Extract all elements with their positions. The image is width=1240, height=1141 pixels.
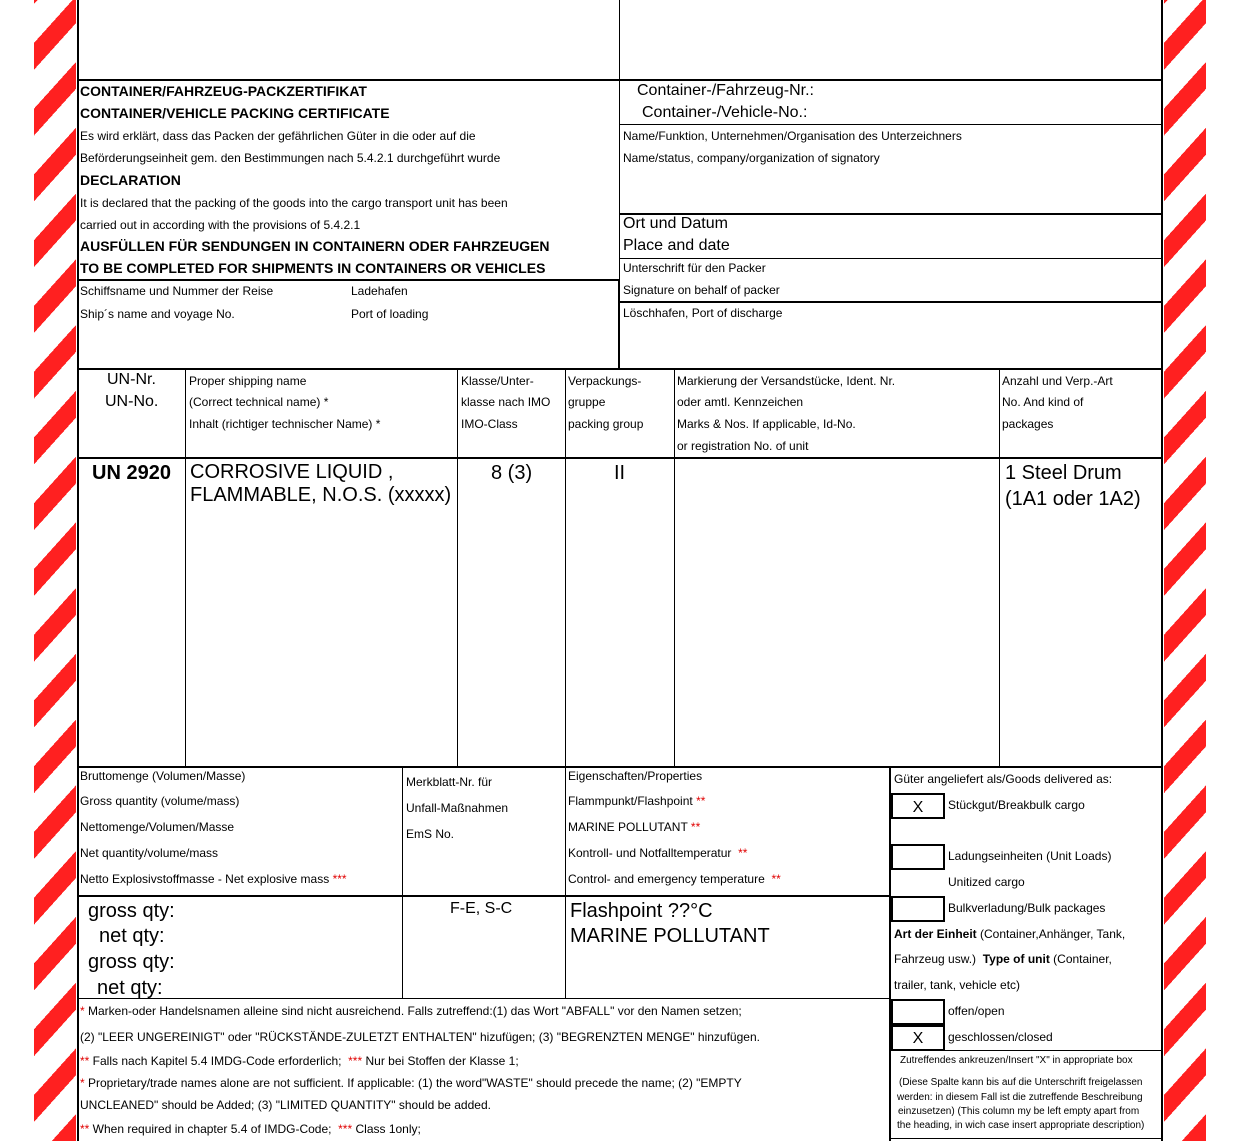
goods-delivered-label: Güter angeliefert als/Goods delivered as:	[894, 772, 1113, 786]
unit-loads-checkbox[interactable]	[891, 844, 945, 870]
packages-header-line2: No. And kind of	[1002, 395, 1084, 409]
bulk-checkbox[interactable]	[891, 896, 945, 922]
gross-quantity-label-en: Gross quantity (volume/mass)	[80, 794, 240, 808]
gross-qty-field-2[interactable]: gross qty:	[88, 951, 175, 973]
marine-pollutant-label: MARINE POLLUTANT **	[568, 820, 701, 834]
shipping-name-value-line2: FLAMMABLE, N.O.S. (xxxxx)	[190, 484, 452, 506]
complete-instruction-de: AUSFÜLLEN FÜR SENDUNGEN IN CONTAINERN ODER FAHRZEUGEN	[80, 238, 550, 254]
un-no-header-en: UN-No.	[105, 393, 159, 410]
control-temperature-label-en: Control- and emergency temperature **	[568, 872, 781, 886]
un-no-header-de: UN-Nr.	[107, 371, 156, 388]
packages-header-line1: Anzahl und Verp.-Art	[1002, 374, 1113, 388]
packages-value-line1: 1 Steel Drum	[1005, 462, 1122, 484]
container-no-label-de: Container-/Fahrzeug-Nr.:	[637, 82, 814, 99]
net-explosive-mass-label: Netto Explosivstoffmasse - Net explosive mass ***	[80, 872, 347, 886]
column-note-line1: (Diese Spalte kann bis auf die Unterschrift freigelassen	[899, 1077, 1143, 1088]
class-header-line2: klasse nach IMO	[461, 395, 551, 409]
imo-class-value: 8 (3)	[491, 462, 533, 484]
packing-group-header-line3: packing group	[568, 417, 644, 431]
declaration-en-line2: carried out in according with the provisions of 5.4.2.1	[80, 218, 361, 232]
net-qty-field[interactable]: net qty:	[99, 925, 165, 947]
flashpoint-value: Flashpoint ??°C	[570, 900, 713, 922]
signature-label-en: Signature on behalf of packer	[623, 283, 780, 297]
footnote-de-line3: ** Falls nach Kapitel 5.4 IMDG-Code erforderlich; *** Nur bei Stoffen der Klasse 1;	[80, 1054, 519, 1068]
declaration-de-line2: Beförderungseinheit gem. den Bestimmungen nach 5.4.2.1 durchgeführt wurde	[80, 151, 501, 165]
unit-loads-label: Ladungseinheiten (Unit Loads)	[948, 849, 1112, 863]
column-note-line4: the heading, in wich case insert appropriate description)	[897, 1120, 1145, 1131]
marine-pollutant-value: MARINE POLLUTANT	[570, 925, 770, 947]
properties-label: Eigenschaften/Properties	[568, 769, 703, 783]
complete-instruction-en: TO BE COMPLETED FOR SHIPMENTS IN CONTAINERS OR VEHICLES	[80, 260, 546, 276]
signature-label-de: Unterschrift für den Packer	[623, 261, 766, 275]
footnote-de-line1: * Marken-oder Handelsnamen alleine sind nicht ausreichend. Falls zutreffend:(1) das Wort "ABFALL" vor den Namen setzen;	[80, 1004, 742, 1018]
place-date-label-en: Place and date	[623, 237, 730, 254]
psn-header-line3: Inhalt (richtiger technischer Name) *	[189, 417, 381, 431]
open-checkbox[interactable]	[891, 999, 945, 1025]
signatory-label-de: Name/Funktion, Unternehmen/Organisation des Unterzeichners	[623, 129, 962, 143]
net-qty-field-2[interactable]: net qty:	[97, 977, 163, 999]
class-header-line3: IMO-Class	[461, 417, 518, 431]
insert-x-instruction: Zutreffendes ankreuzen/Insert "X" in appropriate box	[900, 1055, 1133, 1066]
ems-label-line1: Merkblatt-Nr. für	[406, 775, 493, 789]
packages-value-line2: (1A1 oder 1A2)	[1005, 488, 1141, 510]
container-no-label-en: Container-/Vehicle-No.:	[642, 104, 808, 121]
packing-group-header-line1: Verpackungs-	[568, 374, 642, 388]
left-hazard-stripe	[34, 0, 76, 1141]
port-of-loading-label-de: Ladehafen	[351, 284, 408, 298]
packing-group-value: II	[614, 462, 626, 484]
class-header-line1: Klasse/Unter-	[461, 374, 534, 388]
closed-check-mark: X	[912, 1030, 924, 1047]
ems-label-line2: Unfall-Maßnahmen	[406, 801, 509, 815]
open-label: offen/open	[948, 1004, 1005, 1018]
certificate-title-de: CONTAINER/FAHRZEUG-PACKZERTIFIKAT	[80, 83, 367, 99]
packing-group-header-line2: gruppe	[568, 395, 606, 409]
type-of-unit-label-line2: Fahrzeug usw.) Type of unit (Container,	[894, 952, 1112, 966]
psn-header-line1: Proper shipping name	[189, 374, 307, 388]
footnote-de-line2: (2) "LEER UNGEREINIGT" oder "RÜCKSTÄNDE-ZULETZT ENTHALTEN" hizufügen; (3) "BEGRENZTEN MENGE" hinzufügen.	[80, 1030, 760, 1044]
un-number-value: UN 2920	[92, 462, 171, 484]
flashpoint-label: Flammpunkt/Flashpoint **	[568, 794, 706, 808]
place-date-label-de: Ort und Datum	[623, 215, 728, 232]
declaration-de-line1: Es wird erklärt, dass das Packen der gefährlichen Güter in die oder auf die	[80, 129, 476, 143]
ship-name-label-en: Ship´s name and voyage No.	[80, 307, 235, 321]
port-of-discharge-label: Löschhafen, Port of discharge	[623, 306, 783, 320]
ship-name-label-de: Schiffsname und Nummer der Reise	[80, 284, 274, 298]
packages-header-line3: packages	[1002, 417, 1054, 431]
psn-header-line2: (Correct technical name) *	[189, 395, 329, 409]
net-quantity-label-en: Net quantity/volume/mass	[80, 846, 219, 860]
certificate-title-en: CONTAINER/VEHICLE PACKING CERTIFICATE	[80, 105, 390, 121]
closed-label: geschlossen/closed	[948, 1030, 1053, 1044]
marks-header-line1: Markierung der Versandstücke, Ident. Nr.	[677, 374, 896, 388]
breakbulk-label: Stückgut/Breakbulk cargo	[948, 798, 1085, 812]
control-temperature-label-de: Kontroll- und Notfalltemperatur **	[568, 846, 748, 860]
column-note-line3: einzusetzen) (This column my be left empty apart from	[898, 1106, 1140, 1117]
type-of-unit-label-line3: trailer, tank, vehicle etc)	[894, 978, 1021, 992]
declaration-en-line1: It is declared that the packing of the goods into the cargo transport unit has been	[80, 196, 508, 210]
footnote-en-line3: ** When required in chapter 5.4 of IMDG-Code; *** Class 1only;	[80, 1122, 421, 1136]
shipping-name-value-line1: CORROSIVE LIQUID ,	[190, 461, 394, 483]
column-note-line2: werden: in diesem Fall ist die zutreffende Beschreibung	[897, 1092, 1143, 1103]
footnote-en-line2: UNCLEANED" should be Added; (3) "LIMITED QUANTITY" should be added.	[80, 1098, 491, 1112]
unitized-cargo-label: Unitized cargo	[948, 875, 1025, 889]
gross-quantity-label-de: Bruttomenge (Volumen/Masse)	[80, 769, 246, 783]
marks-header-line4: or registration No. of unit	[677, 439, 809, 453]
marks-header-line3: Marks & Nos. If applicable, Id-No.	[677, 417, 856, 431]
gross-qty-field[interactable]: gross qty:	[88, 900, 175, 922]
signatory-label-en: Name/status, company/organization of signatory	[623, 151, 880, 165]
port-of-loading-label-en: Port of loading	[351, 307, 429, 321]
bulk-label: Bulkverladung/Bulk packages	[948, 901, 1106, 915]
marks-header-line2: oder amtl. Kennzeichen	[677, 395, 804, 409]
ems-label-line3: EmS No.	[406, 827, 455, 841]
type-of-unit-label-line1: Art der Einheit (Container,Anhänger, Tank,	[894, 927, 1126, 941]
breakbulk-check-mark: X	[912, 799, 924, 816]
footnote-en-line1: * Proprietary/trade names alone are not sufficient. If applicable: (1) the word"WASTE" should precede the name; (2) "EMPTY	[80, 1076, 742, 1090]
right-hazard-stripe	[1164, 0, 1206, 1141]
net-quantity-label-de: Nettomenge/Volumen/Masse	[80, 820, 235, 834]
ems-value: F-E, S-C	[450, 900, 513, 917]
declaration-heading: DECLARATION	[80, 172, 181, 188]
